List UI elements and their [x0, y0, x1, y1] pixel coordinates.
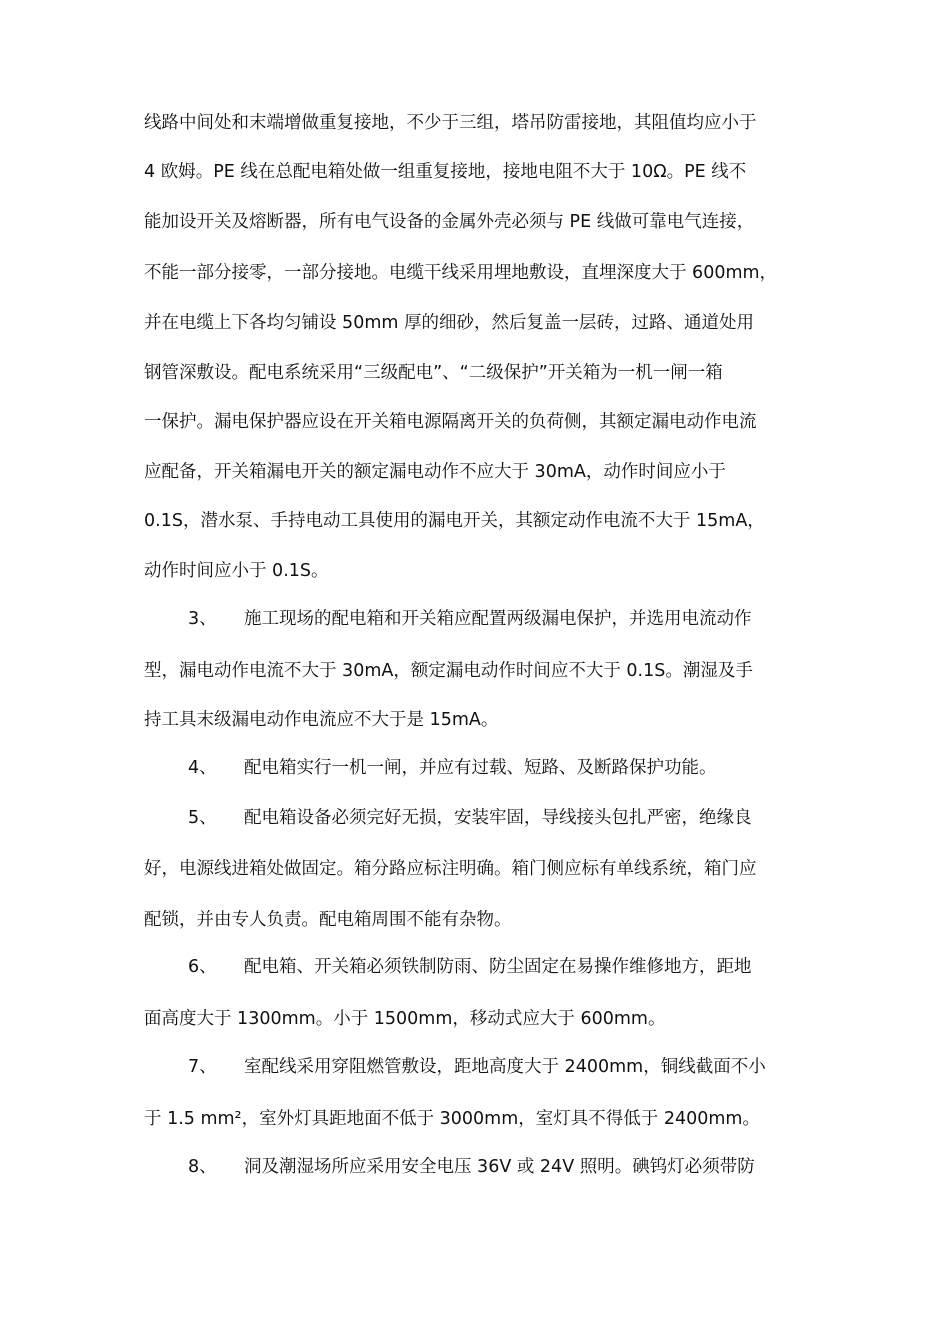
list-item-6	[188, 951, 752, 983]
list-item-text: 配电箱实行一机一闸，并应有过载、短路、及断路保护功能。	[244, 758, 717, 778]
list-item-number: 7、	[188, 1057, 217, 1077]
list-item-text: 配电箱设备必须完好无损，安装牢固，导线接头包扎严密，绝缘良	[244, 808, 752, 828]
text-line: 线路中间处和末端增做重复接地，不少于三组，塔吊防雷接地，其阻值均应小于	[144, 113, 757, 133]
text-line: 好，电源线进箱处做固定。箱分路应标注明确。箱门侧应标有单线系统，箱门应	[144, 859, 757, 879]
text-line: 不能一部分接零，一部分接地。电缆干线采用埋地敷设，直埋深度大于 600mm，	[144, 263, 778, 283]
text-line: 0.1S，潜水泵、手持电动工具使用的漏电开关，其额定动作电流不大于 15mA，	[144, 511, 765, 531]
list-item-text: 洞及潮湿场所应采用安全电压 36V 或 24V 照明。碘钨灯必须带防	[244, 1157, 755, 1177]
text-line: 应配备，开关箱漏电开关的额定漏电动作不应大于 30mA，动作时间应小于	[144, 462, 726, 482]
text-line: 于 1.5 mm²，室外灯具距地面不低于 3000mm，室灯具不得低于 2400mm。	[144, 1109, 760, 1129]
list-item-number: 6、	[188, 957, 217, 977]
list-item-text: 施工现场的配电箱和开关箱应配置两级漏电保护，并选用电流动作	[244, 609, 752, 629]
list-item-8	[188, 1151, 755, 1183]
text-line: 能加设开关及熔断器，所有电气设备的金属外壳必须与 PE 线做可靠电气连接，	[144, 212, 755, 232]
text-line: 4 欧姆。PE 线在总配电箱处做一组重复接地，接地电阻不大于 10Ω。PE 线不	[144, 162, 747, 182]
text-line: 一保护。漏电保护器应设在开关箱电源隔离开关的负荷侧，其额定漏电动作电流	[144, 412, 757, 432]
text-line: 配锁，并由专人负责。配电箱周围不能有杂物。	[144, 910, 512, 930]
text-line: 钢管深敷设。配电系统采用“三级配电”、“二级保护”开关箱为一机一闸一箱	[144, 363, 723, 383]
text-line: 持工具末级漏电动作电流应不大于是 15mA。	[144, 710, 499, 730]
text-line: 型，漏电动作电流不大于 30mA，额定漏电动作时间应不大于 0.1S。潮湿及手	[144, 661, 753, 681]
text-line: 并在电缆上下各均匀铺设 50mm 厚的细砂，然后复盖一层砖，过路、通道处用	[144, 313, 754, 333]
list-item-number: 8、	[188, 1157, 217, 1177]
list-item-number: 5、	[188, 808, 217, 828]
list-item-number: 3、	[188, 609, 217, 629]
list-item-7	[188, 1051, 766, 1083]
text-line: 面高度大于 1300mm。小于 1500mm，移动式应大于 600mm。	[144, 1009, 666, 1029]
list-item-text: 配电箱、开关箱必须铁制防雨、防尘固定在易操作维修地方，距地	[244, 957, 752, 977]
list-item-4	[188, 752, 717, 784]
list-item-5	[188, 802, 752, 834]
list-item-number: 4、	[188, 758, 217, 778]
text-line: 动作时间应小于 0.1S。	[144, 561, 329, 581]
list-item-3	[188, 603, 752, 635]
list-item-text: 室配线采用穿阻燃管敷设，距地高度大于 2400mm，铜线截面不小	[244, 1057, 766, 1077]
